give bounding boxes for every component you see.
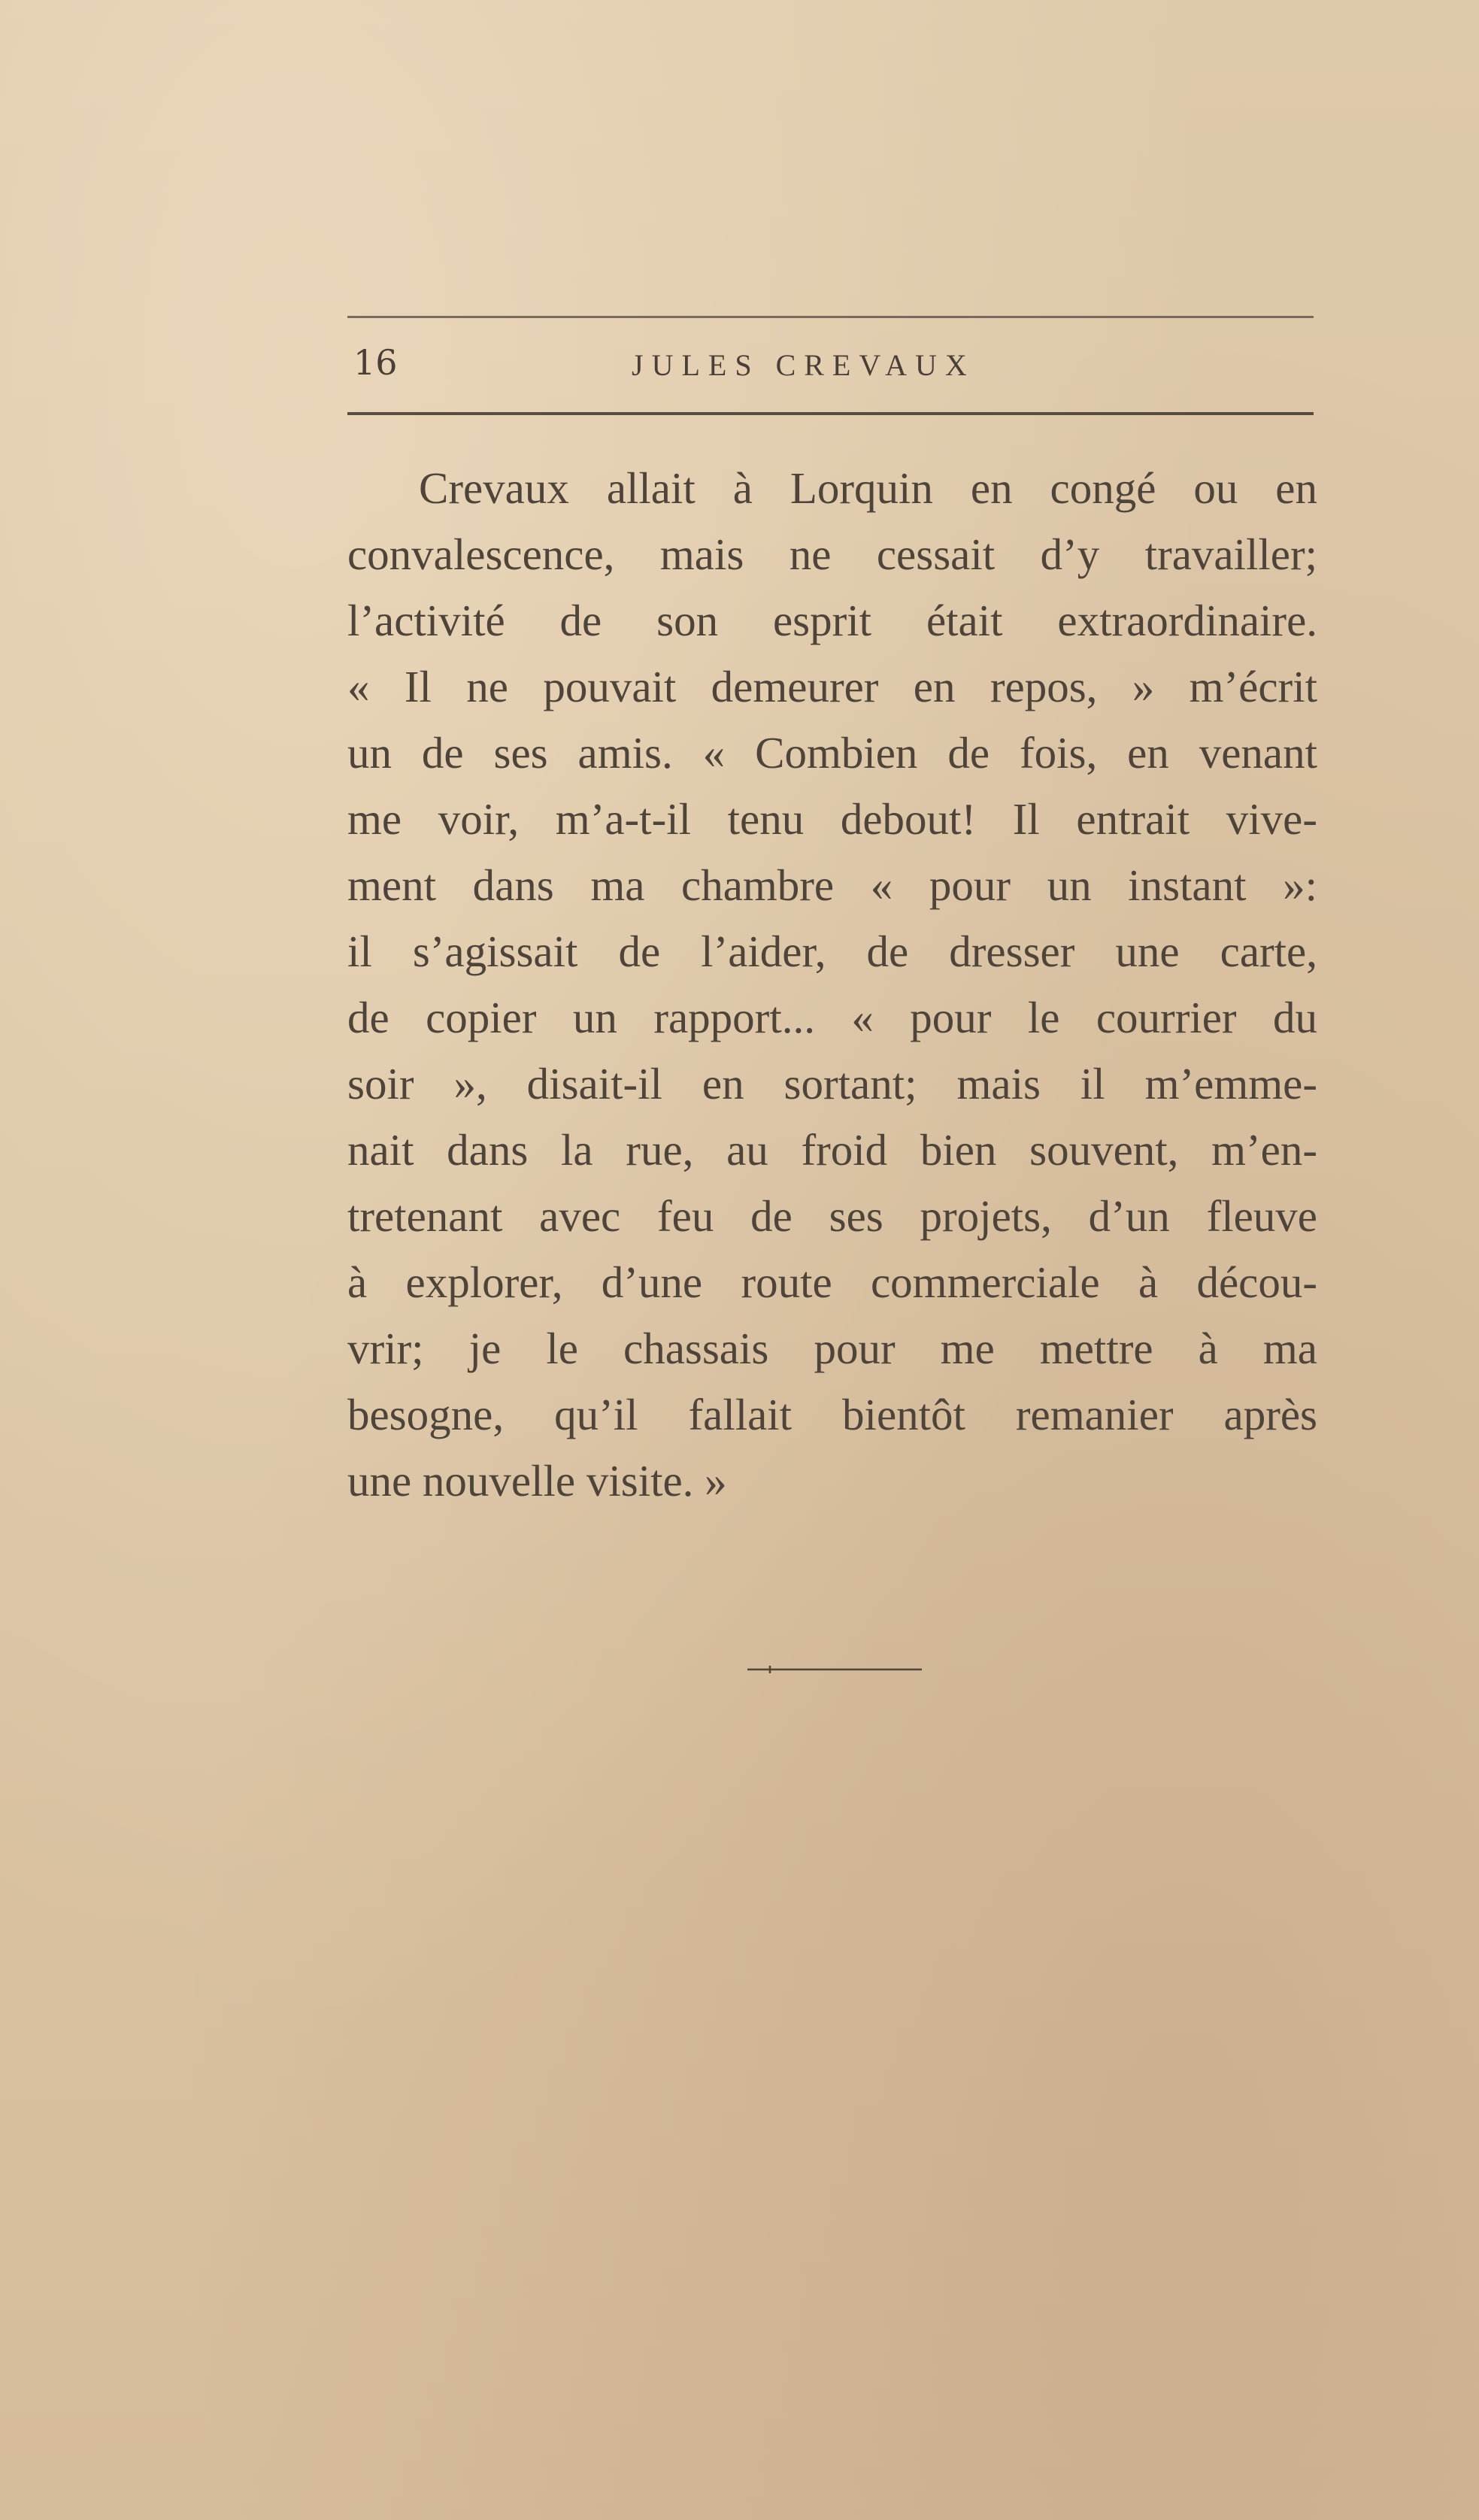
body-paragraph bbox=[347, 455, 1317, 1514]
running-title: JULES CREVAUX bbox=[632, 348, 975, 382]
text-line: l’activité de son esprit était extraordinaire. bbox=[347, 596, 1317, 645]
text-line: à explorer, d’une route commerciale à décou- bbox=[347, 1257, 1317, 1307]
end-ornament-rule bbox=[744, 1665, 925, 1674]
text-line: besogne, qu’il fallait bientôt remanier après bbox=[347, 1390, 1317, 1439]
text-line: de copier un rapport... « pour le courrier du bbox=[347, 993, 1317, 1042]
text-line: il s’agissait de l’aider, de dresser une carte, bbox=[347, 926, 1317, 976]
header-rule-bottom bbox=[347, 412, 1314, 415]
text-line: Crevaux allait à Lorquin en congé ou en bbox=[419, 463, 1317, 513]
text-line: ment dans ma chambre « pour un instant »: bbox=[347, 860, 1317, 910]
text-line: soir », disait-il en sortant; mais il m’emme- bbox=[347, 1059, 1317, 1108]
text-line: vrir; je le chassais pour me mettre à ma bbox=[347, 1324, 1317, 1373]
header-rule-top bbox=[347, 316, 1314, 318]
text-line: convalescence, mais ne cessait d’y travailler; bbox=[347, 529, 1317, 579]
text-line: tretenant avec feu de ses projets, d’un fleuve bbox=[347, 1191, 1317, 1241]
page-number: 16 bbox=[353, 342, 398, 383]
text-line: nait dans la rue, au froid bien souvent, m’en- bbox=[347, 1125, 1317, 1175]
text-line: un de ses amis. « Combien de fois, en venant bbox=[347, 728, 1317, 778]
text-line: « Il ne pouvait demeurer en repos, » m’écrit bbox=[347, 662, 1317, 711]
text-line: me voir, m’a-t-il tenu debout! Il entrait vive- bbox=[347, 794, 1317, 844]
text-line: une nouvelle visite. » bbox=[347, 1456, 727, 1506]
